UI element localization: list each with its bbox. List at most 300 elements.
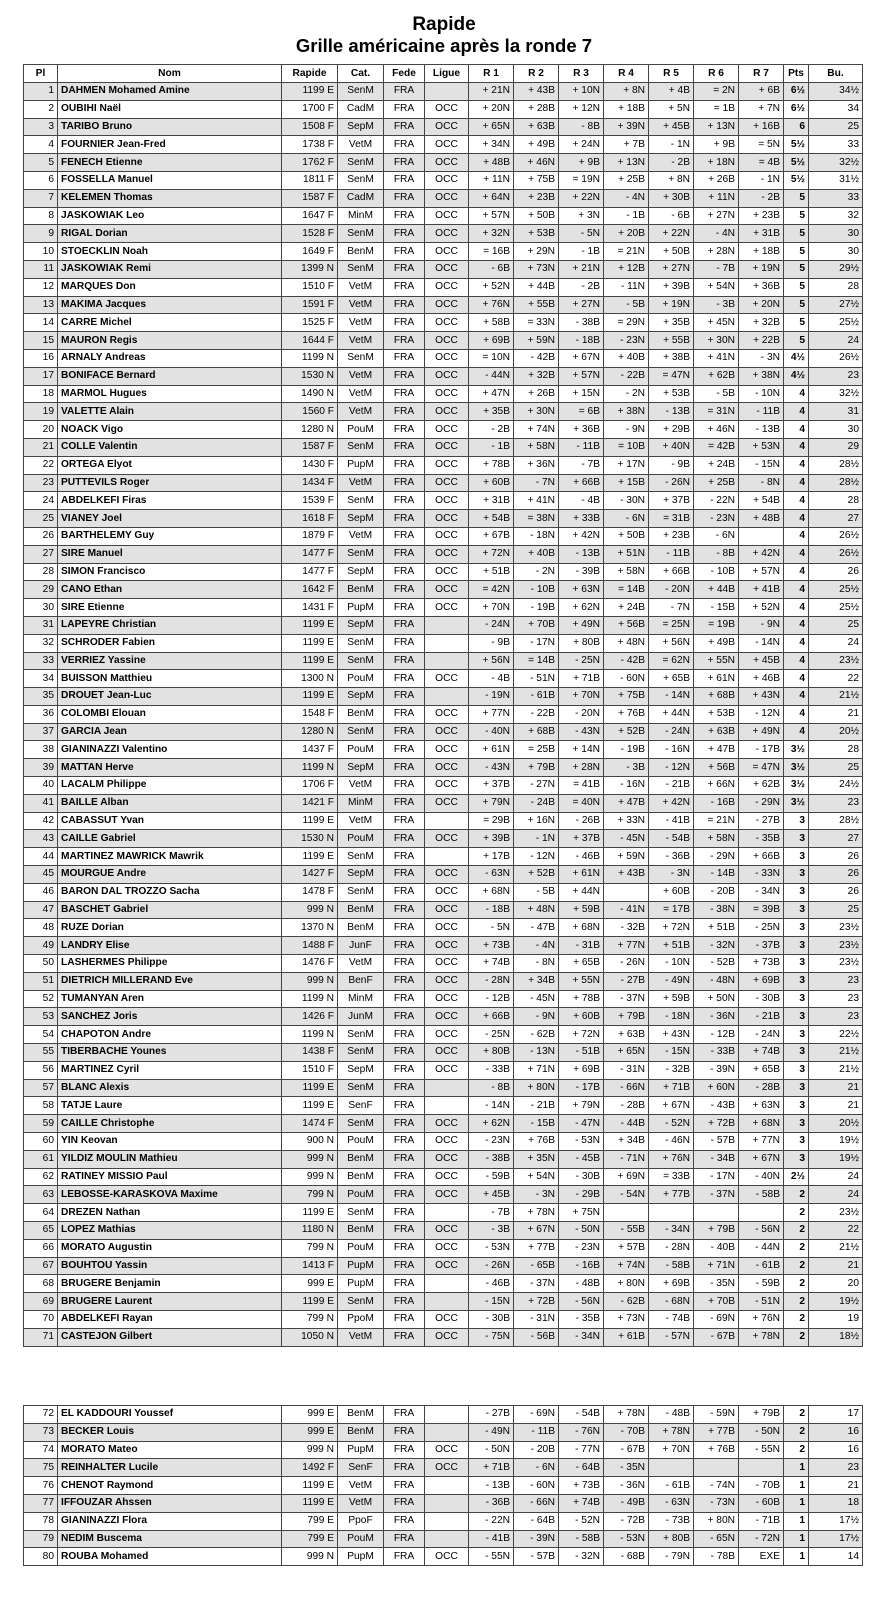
cell-r4: = 21N: [604, 243, 649, 261]
cell-nom: DROUET Jean-Luc: [58, 688, 282, 706]
cell-nom: OUBIHI Naël: [58, 100, 282, 118]
cell-ligue: OCC: [425, 599, 469, 617]
cell-cat: VetM: [338, 314, 384, 332]
cell-r4: - 36N: [604, 1477, 649, 1495]
table-row: [24, 456, 863, 474]
cell-fede: FRA: [384, 705, 425, 723]
cell-pts: 3: [784, 1061, 809, 1079]
cell-nom: BRUGERE Benjamin: [58, 1275, 282, 1293]
cell-nom: IFFOUZAR Ahssen: [58, 1494, 282, 1512]
cell-pl: 27: [24, 545, 58, 563]
cell-rapide: 1434 F: [282, 474, 338, 492]
cell-r7: - 61B: [739, 1257, 784, 1275]
cell-fede: FRA: [384, 812, 425, 830]
cell-cat: PouM: [338, 670, 384, 688]
cell-fede: FRA: [384, 545, 425, 563]
cell-fede: FRA: [384, 492, 425, 510]
cell-r6: - 22N: [694, 492, 739, 510]
cell-bu: 25: [809, 901, 863, 919]
cell-nom: RATINEY MISSIO Paul: [58, 1168, 282, 1186]
cell-cat: VetM: [338, 955, 384, 973]
cell-r1: - 19N: [469, 688, 514, 706]
cell-r7: - 3N: [739, 349, 784, 367]
cell-bu: 18½: [809, 1328, 863, 1346]
cell-r3: - 47N: [559, 1115, 604, 1133]
cell-nom: BLANC Alexis: [58, 1079, 282, 1097]
table-row: [24, 1530, 863, 1548]
cell-r3: - 51B: [559, 1044, 604, 1062]
cell-pts: 5: [784, 189, 809, 207]
cell-ligue: OCC: [425, 403, 469, 421]
cell-fede: FRA: [384, 955, 425, 973]
cell-cat: SenM: [338, 1204, 384, 1222]
cell-bu: 23: [809, 367, 863, 385]
cell-rapide: 1706 F: [282, 777, 338, 795]
cell-r7: + 54B: [739, 492, 784, 510]
cell-r7: + 48B: [739, 510, 784, 528]
cell-r2: - 13N: [514, 1044, 559, 1062]
table-row: [24, 901, 863, 919]
cell-r5: - 14N: [649, 688, 694, 706]
cell-r3: + 57N: [559, 367, 604, 385]
cell-ligue: OCC: [425, 866, 469, 884]
cell-r5: - 41B: [649, 812, 694, 830]
cell-bu: 34½: [809, 83, 863, 101]
cell-r1: - 43N: [469, 759, 514, 777]
cell-bu: 32: [809, 207, 863, 225]
cell-r3: + 49N: [559, 616, 604, 634]
cell-nom: REINHALTER Lucile: [58, 1459, 282, 1477]
cell-pl: 18: [24, 385, 58, 403]
cell-pts: 4: [784, 652, 809, 670]
cell-r2: - 18N: [514, 527, 559, 545]
cell-fede: FRA: [384, 118, 425, 136]
cell-cat: JunF: [338, 937, 384, 955]
cell-r2: + 29N: [514, 243, 559, 261]
cell-rapide: 1199 N: [282, 759, 338, 777]
cell-r3: - 39B: [559, 563, 604, 581]
cell-nom: BONIFACE Bernard: [58, 367, 282, 385]
cell-fede: FRA: [384, 1441, 425, 1459]
cell-cat: SenF: [338, 1097, 384, 1115]
table-row: [24, 474, 863, 492]
cell-r2: + 73N: [514, 260, 559, 278]
cell-cat: PpoF: [338, 1512, 384, 1530]
cell-r3: + 42N: [559, 527, 604, 545]
cell-rapide: 999 N: [282, 1548, 338, 1566]
cell-ligue: [425, 1097, 469, 1115]
cell-nom: JASKOWIAK Remi: [58, 260, 282, 278]
cell-ligue: [425, 634, 469, 652]
cell-r5: - 1N: [649, 136, 694, 154]
cell-ligue: OCC: [425, 118, 469, 136]
cell-r7: + 18B: [739, 243, 784, 261]
cell-fede: FRA: [384, 332, 425, 350]
cell-r6: + 72B: [694, 1115, 739, 1133]
header-r4: R 4: [604, 65, 649, 83]
cell-cat: SenM: [338, 349, 384, 367]
page-title: Rapide: [412, 14, 476, 35]
cell-r6: - 65N: [694, 1530, 739, 1548]
cell-pts: 4: [784, 421, 809, 439]
cell-r4: - 35N: [604, 1459, 649, 1477]
cell-pl: 49: [24, 937, 58, 955]
cell-r5: + 5N: [649, 100, 694, 118]
cell-pts: 2: [784, 1275, 809, 1293]
table-row: [24, 296, 863, 314]
cell-bu: 26½: [809, 545, 863, 563]
cell-r3: - 29B: [559, 1186, 604, 1204]
cell-r1: + 78B: [469, 456, 514, 474]
cell-r3: + 71B: [559, 670, 604, 688]
cell-r5: = 25N: [649, 616, 694, 634]
cell-pts: 4: [784, 599, 809, 617]
cell-fede: FRA: [384, 990, 425, 1008]
cell-r4: - 22B: [604, 367, 649, 385]
cell-pts: 4½: [784, 367, 809, 385]
cell-fede: FRA: [384, 1406, 425, 1424]
cell-r4: - 71N: [604, 1150, 649, 1168]
cell-r3: - 64B: [559, 1459, 604, 1477]
cell-ligue: OCC: [425, 1310, 469, 1328]
cell-bu: 16: [809, 1441, 863, 1459]
cell-rapide: 1431 F: [282, 599, 338, 617]
cell-r2: + 28B: [514, 100, 559, 118]
cell-ligue: OCC: [425, 171, 469, 189]
cell-r2: + 77B: [514, 1239, 559, 1257]
cell-bu: 24: [809, 1186, 863, 1204]
cell-r5: + 55B: [649, 332, 694, 350]
cell-r4: [604, 1204, 649, 1222]
cell-r5: - 46N: [649, 1133, 694, 1151]
cell-r5: - 68N: [649, 1293, 694, 1311]
cell-rapide: 1199 E: [282, 812, 338, 830]
cell-ligue: OCC: [425, 100, 469, 118]
table-row: [24, 1097, 863, 1115]
cell-ligue: OCC: [425, 1008, 469, 1026]
cell-r7: - 34N: [739, 883, 784, 901]
table-row: [24, 403, 863, 421]
cell-r7: [739, 527, 784, 545]
table-row: [24, 1044, 863, 1062]
cell-r6: + 46N: [694, 421, 739, 439]
cell-nom: MARTINEZ Cyril: [58, 1061, 282, 1079]
cell-r2: - 42B: [514, 349, 559, 367]
cell-cat: VetM: [338, 474, 384, 492]
cell-r3: - 1B: [559, 243, 604, 261]
cell-r6: - 32N: [694, 937, 739, 955]
cell-rapide: 999 E: [282, 1275, 338, 1293]
cell-rapide: 1478 F: [282, 883, 338, 901]
cell-r7: + 32B: [739, 314, 784, 332]
cell-rapide: 1199 E: [282, 848, 338, 866]
cell-r1: - 75N: [469, 1328, 514, 1346]
cell-r3: - 5N: [559, 225, 604, 243]
cell-cat: PouM: [338, 1133, 384, 1151]
cell-r6: + 25B: [694, 474, 739, 492]
cell-rapide: 1199 N: [282, 349, 338, 367]
cell-r3: + 61N: [559, 866, 604, 884]
cell-r7: - 12N: [739, 705, 784, 723]
cell-r2: - 45N: [514, 990, 559, 1008]
cell-pts: 2: [784, 1239, 809, 1257]
cell-bu: 28: [809, 741, 863, 759]
cell-r1: + 39B: [469, 830, 514, 848]
cell-cat: MinM: [338, 794, 384, 812]
cell-cat: CadM: [338, 189, 384, 207]
cell-r4: - 32B: [604, 919, 649, 937]
cell-r4: + 56B: [604, 616, 649, 634]
cell-r5: - 63N: [649, 1494, 694, 1512]
cell-r1: + 70N: [469, 599, 514, 617]
cell-cat: SepM: [338, 563, 384, 581]
cell-r6: + 30N: [694, 332, 739, 350]
cell-r5: - 15N: [649, 1044, 694, 1062]
cell-rapide: 1477 F: [282, 563, 338, 581]
cell-cat: SenM: [338, 260, 384, 278]
cell-r6: + 63B: [694, 723, 739, 741]
cell-nom: COLLE Valentin: [58, 438, 282, 456]
cell-rapide: 1199 E: [282, 1494, 338, 1512]
cell-r1: - 15N: [469, 1293, 514, 1311]
cell-fede: FRA: [384, 314, 425, 332]
cell-r4: - 6N: [604, 510, 649, 528]
cell-r7: - 25N: [739, 919, 784, 937]
cell-pl: 33: [24, 652, 58, 670]
cell-ligue: [425, 1079, 469, 1097]
cell-r3: = 19N: [559, 171, 604, 189]
cell-pts: 6½: [784, 100, 809, 118]
cell-rapide: 999 N: [282, 1168, 338, 1186]
cell-r3: - 30B: [559, 1168, 604, 1186]
cell-pl: 2: [24, 100, 58, 118]
cell-cat: VetM: [338, 403, 384, 421]
cell-r6: - 35N: [694, 1275, 739, 1293]
cell-r5: - 11B: [649, 545, 694, 563]
cell-r7: = 4B: [739, 154, 784, 172]
cell-r1: - 24N: [469, 616, 514, 634]
cell-rapide: 1476 F: [282, 955, 338, 973]
cell-r4: + 57B: [604, 1239, 649, 1257]
cell-r1: + 21N: [469, 83, 514, 101]
cell-r4: - 28B: [604, 1097, 649, 1115]
cell-bu: 24: [809, 634, 863, 652]
cell-r4: + 12B: [604, 260, 649, 278]
cell-fede: FRA: [384, 403, 425, 421]
cell-rapide: 1199 E: [282, 652, 338, 670]
cell-rapide: 1280 N: [282, 421, 338, 439]
cell-r6: - 57B: [694, 1133, 739, 1151]
cell-rapide: 1477 F: [282, 545, 338, 563]
cell-r7: - 2B: [739, 189, 784, 207]
cell-nom: BUISSON Matthieu: [58, 670, 282, 688]
cell-bu: 24½: [809, 777, 863, 795]
cell-nom: VALETTE Alain: [58, 403, 282, 421]
cell-bu: 23: [809, 990, 863, 1008]
cell-fede: FRA: [384, 1044, 425, 1062]
cell-fede: FRA: [384, 527, 425, 545]
cell-r5: + 66B: [649, 563, 694, 581]
cell-fede: FRA: [384, 385, 425, 403]
table-row: [24, 670, 863, 688]
cell-nom: SIRE Etienne: [58, 599, 282, 617]
cell-r6: + 24B: [694, 456, 739, 474]
cell-bu: 25: [809, 118, 863, 136]
cell-r5: + 40N: [649, 438, 694, 456]
cell-rapide: 1300 N: [282, 670, 338, 688]
cell-r2: + 80N: [514, 1079, 559, 1097]
cell-pl: 14: [24, 314, 58, 332]
cell-r4: + 58N: [604, 563, 649, 581]
cell-pts: 3½: [784, 794, 809, 812]
table-row: [24, 1150, 863, 1168]
cell-r2: - 20B: [514, 1441, 559, 1459]
cell-r5: - 24N: [649, 723, 694, 741]
cell-r2: - 15B: [514, 1115, 559, 1133]
cell-bu: 26: [809, 563, 863, 581]
cell-cat: BenM: [338, 243, 384, 261]
cell-r5: + 67N: [649, 1097, 694, 1115]
cell-fede: FRA: [384, 83, 425, 101]
cell-pl: 7: [24, 189, 58, 207]
cell-ligue: [425, 652, 469, 670]
cell-rapide: 1399 N: [282, 260, 338, 278]
cell-r6: + 27N: [694, 207, 739, 225]
cell-r6: - 67B: [694, 1328, 739, 1346]
cell-r5: + 43N: [649, 1026, 694, 1044]
cell-r1: - 53N: [469, 1239, 514, 1257]
cell-pts: 4: [784, 474, 809, 492]
header-nom: Nom: [58, 65, 282, 83]
cell-pts: 1: [784, 1548, 809, 1566]
cell-bu: 21½: [809, 1239, 863, 1257]
cell-r6: + 47B: [694, 741, 739, 759]
cell-r2: + 58N: [514, 438, 559, 456]
cell-rapide: 999 E: [282, 1406, 338, 1424]
cell-r5: - 32B: [649, 1061, 694, 1079]
header-r7: R 7: [739, 65, 784, 83]
cell-r1: = 42N: [469, 581, 514, 599]
table-row: [24, 278, 863, 296]
cell-pl: 43: [24, 830, 58, 848]
cell-rapide: 1530 N: [282, 830, 338, 848]
cell-rapide: 1199 E: [282, 688, 338, 706]
cell-fede: FRA: [384, 919, 425, 937]
cell-r7: [739, 1204, 784, 1222]
cell-cat: SenM: [338, 1026, 384, 1044]
cell-r2: + 48N: [514, 901, 559, 919]
cell-cat: SepM: [338, 1061, 384, 1079]
cell-rapide: 1591 F: [282, 296, 338, 314]
cell-ligue: [425, 1530, 469, 1548]
cell-r3: - 11B: [559, 438, 604, 456]
cell-r3: + 68N: [559, 919, 604, 937]
cell-pl: 48: [24, 919, 58, 937]
cell-rapide: 999 E: [282, 1423, 338, 1441]
cell-rapide: 1811 F: [282, 171, 338, 189]
cell-pts: 3: [784, 866, 809, 884]
cell-nom: MARMOL Hugues: [58, 385, 282, 403]
cell-cat: SenM: [338, 1293, 384, 1311]
cell-r6: - 6N: [694, 527, 739, 545]
cell-pts: 4: [784, 438, 809, 456]
cell-rapide: 799 E: [282, 1512, 338, 1530]
cell-r4: - 37N: [604, 990, 649, 1008]
cell-r4: - 30N: [604, 492, 649, 510]
cell-cat: BenM: [338, 901, 384, 919]
cell-r2: + 79B: [514, 759, 559, 777]
cell-cat: PpoM: [338, 1310, 384, 1328]
cell-rapide: 1644 F: [282, 332, 338, 350]
cell-cat: SenM: [338, 848, 384, 866]
cell-nom: YIN Keovan: [58, 1133, 282, 1151]
cell-pl: 52: [24, 990, 58, 1008]
cell-r4: - 72B: [604, 1512, 649, 1530]
cell-bu: 29: [809, 438, 863, 456]
cell-pl: 13: [24, 296, 58, 314]
cell-r2: + 71N: [514, 1061, 559, 1079]
cell-r4: + 25B: [604, 171, 649, 189]
cell-r2: + 50B: [514, 207, 559, 225]
cell-r6: - 39N: [694, 1061, 739, 1079]
cell-bu: 27: [809, 830, 863, 848]
table-row: [24, 225, 863, 243]
cell-ligue: OCC: [425, 563, 469, 581]
cell-r6: + 66N: [694, 777, 739, 795]
cell-r6: + 76B: [694, 1441, 739, 1459]
cell-r6: + 18N: [694, 154, 739, 172]
cell-bu: 21: [809, 1477, 863, 1495]
cell-fede: FRA: [384, 1079, 425, 1097]
cell-r6: - 7B: [694, 260, 739, 278]
cell-r5: - 74B: [649, 1310, 694, 1328]
cell-ligue: OCC: [425, 883, 469, 901]
cell-fede: FRA: [384, 171, 425, 189]
cell-r1: - 9B: [469, 634, 514, 652]
cell-ligue: OCC: [425, 243, 469, 261]
cell-r1: + 56N: [469, 652, 514, 670]
table-row: [24, 1222, 863, 1240]
cell-r1: - 12B: [469, 990, 514, 1008]
cell-ligue: [425, 1406, 469, 1424]
cell-bu: 25: [809, 616, 863, 634]
cell-r3: - 16B: [559, 1257, 604, 1275]
cell-r1: + 76N: [469, 296, 514, 314]
cell-pl: 65: [24, 1222, 58, 1240]
cell-r7: + 52N: [739, 599, 784, 617]
cell-r7: + 31B: [739, 225, 784, 243]
cell-r1: + 54B: [469, 510, 514, 528]
table-row: [24, 367, 863, 385]
cell-pl: 64: [24, 1204, 58, 1222]
cell-pts: 3: [784, 883, 809, 901]
cell-r3: + 79N: [559, 1097, 604, 1115]
cell-r7: - 70B: [739, 1477, 784, 1495]
cell-bu: 22: [809, 670, 863, 688]
cell-nom: MATTAN Herve: [58, 759, 282, 777]
cell-r7: - 10N: [739, 385, 784, 403]
cell-r4: + 33N: [604, 812, 649, 830]
cell-r7: - 56N: [739, 1222, 784, 1240]
cell-r6: - 3B: [694, 296, 739, 314]
cell-pts: 5½: [784, 136, 809, 154]
cell-r6: + 71N: [694, 1257, 739, 1275]
cell-pl: 76: [24, 1477, 58, 1495]
cell-r1: - 7B: [469, 1204, 514, 1222]
table-row: [24, 385, 863, 403]
cell-fede: FRA: [384, 1222, 425, 1240]
cell-rapide: 1879 F: [282, 527, 338, 545]
